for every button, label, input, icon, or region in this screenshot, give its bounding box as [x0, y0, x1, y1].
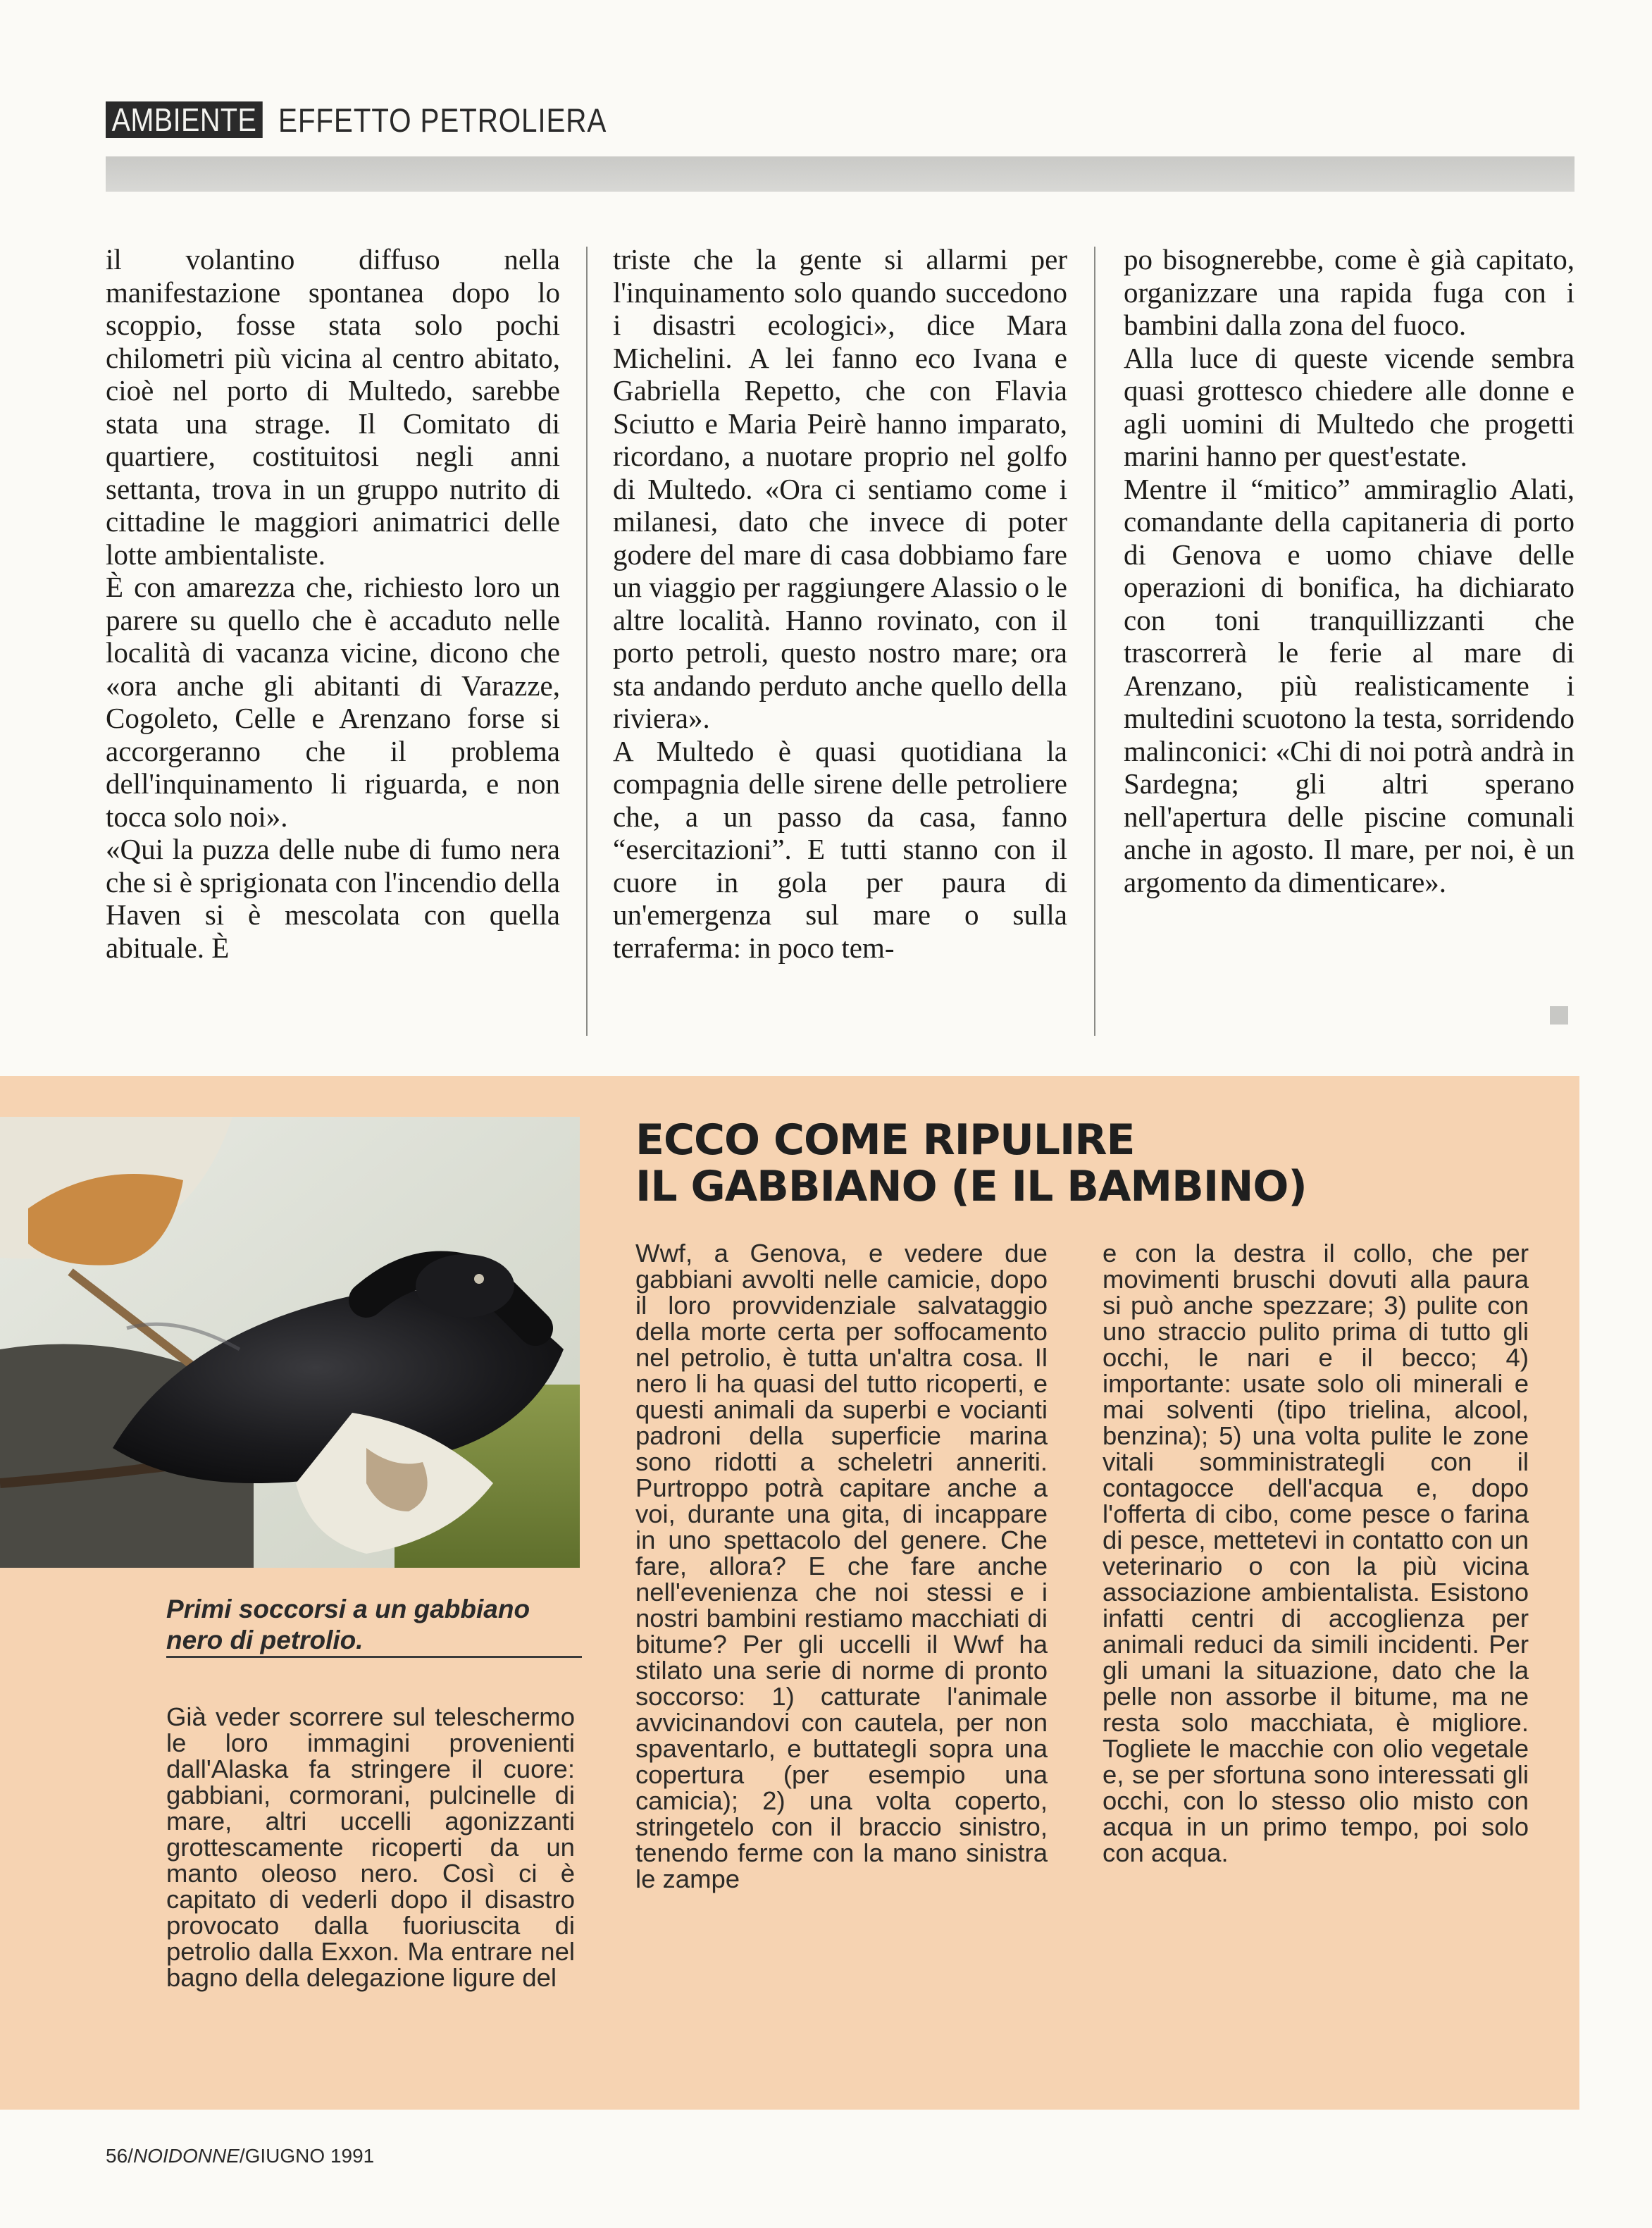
section-title: EFFETTO PETROLIERA [278, 101, 607, 139]
end-of-article-mark [1550, 1006, 1568, 1025]
article-paragraph: po bisognerebbe, come è già capitato, organizzare una rapida fuga con i bambini dalla zona del fuoco. [1124, 243, 1575, 341]
article-paragraph: A Multedo è quasi quotidiana la compagnia delle sirene delle petroliere che, a un passo da casa, fanno “esercitazioni”. E tutti stanno con il cuore in gola per paura di un'emergenza sul mare o sulla terraferma: in poco tem- [613, 734, 1067, 964]
article-paragraph: Mentre il “mitico” ammiraglio Alati, comandante della capitaneria di porto di Genova e uomo chiave delle operazioni di bonifica, ha dichiarato con toni tranquillizzanti che trascorrerà le ferie al mare di Arenzano, più realisticamente i multedini scuotono la testa, sorridendo malinconici: «Chi di noi potrà andrà in Sardegna; gli altri sperano nell'apertura delle piscine comunali anche in agosto. Il mare, per noi, è un argomento da dimenticare». [1124, 472, 1575, 898]
caption-underline [166, 1656, 582, 1658]
column-divider [586, 247, 588, 1036]
section-tag: AMBIENTE [106, 101, 263, 138]
magazine-name: NOIDONNE [132, 2145, 240, 2167]
sidebar-title-line-2: IL GABBIANO (E IL BAMBINO) [635, 1162, 1307, 1211]
article-paragraph: il volantino diffuso nella manifestazione spontanea dopo lo scoppio, fosse stata solo pochi chilometri più vicina al centro abitato, cioè nel porto di Multedo, sarebbe stata una strage. Il Comitato di quartiere, costituitosi negli anni settanta, trova in un gruppo nutrito di cittadine le maggiori animatrici delle lotte ambientaliste. [106, 243, 560, 571]
issue-date: /GIUGNO 1991 [239, 2145, 375, 2167]
article-column-2 [613, 243, 1067, 964]
article-paragraph: È con amarezza che, richiesto loro un parere su quello che è accaduto nelle località di vacanza vicine, dicono che «ora anche gli abitanti di Varazze, Cogoleto, Celle e Arenzano forse si accorgeranno che il problema dell'inquinamento li riguarda, e non tocca solo noi». [106, 571, 560, 833]
article-column-1 [106, 243, 560, 964]
sidebar-title [635, 1117, 1307, 1210]
section-header [106, 99, 660, 141]
page-footer [106, 2145, 374, 2167]
photo-caption: Primi soccorsi a un gabbiano nero di petrolio. [166, 1595, 530, 1654]
article-paragraph: triste che la gente si allarmi per l'inquinamento solo quando succedono i disastri ecologici», dice Mara Michelini. A lei fanno eco Ivana e Gabriella Repetto, che con Flavia Sciutto e Maria Peirè hanno imparato, ricordano, a nuotare proprio nel golfo di Multedo. «Ora ci sentiamo come i milanesi, dato che invece di poter godere del mare di casa dobbiamo fare un viaggio per raggiungere Alassio o le altre località. Hanno rovinato, con il porto petroli, questo nostro mare; ora sta andando perduto anche quello della riviera». [613, 243, 1067, 734]
photo-illustration [0, 1117, 580, 1568]
article-paragraph: Alla luce di queste vicende sembra quasi grottesco chiedere alle donne e agli uomini di Multedo che progetti marini hanno per quest'estate. [1124, 341, 1575, 472]
article-column-3 [1124, 243, 1575, 898]
sidebar-column-1: Già veder scorrere sul teleschermo le loro immagini provenienti dall'Alaska fa stringere il cuore: gabbiani, cormorani, pulcinelle di mare, altri uccelli agonizzanti grottescamente ricoperti da un manto oleoso nero. Così ci è capitato di vederli dopo il disastro provocato dalla fuoriuscita di petrolio dalla Exxon. Ma entrare nel bagno della delegazione ligure del [166, 1702, 575, 1992]
page-number: 56/ [106, 2145, 133, 2167]
sidebar-column-2: Wwf, a Genova, e vedere due gabbiani avvolti nelle camicie, dopo il loro provvidenziale salvataggio della morte certa per soffocamento nel petrolio, è tutta un'altra cosa. Il nero li ha quasi del tutto ricoperti, e questi animali da superbi e vocianti padroni della superficie marina sono ridotti a scheletri anneriti. Purtroppo potrà capitare anche a voi, durante una gita, di incappare in uno spettacolo del genere. Che fare, allora? E che fare anche nell'evenienza che noi stessi e i nostri bambini restiamo macchiati di bitume? Per gli uccelli il Wwf ha stilato una serie di norme di pronto soccorso: 1) catturate l'animale avvicinandovi con cautela, per non spaventarlo, e buttategli sopra una copertura (per esempio una camicia); 2) una volta coperto, stringetelo con il braccio sinistro, tenendo ferme con la mano sinistra le zampe [635, 1239, 1048, 1893]
oiled-seagull-photo [0, 1117, 580, 1568]
sidebar-column-3: e con la destra il collo, che per movimenti bruschi dovuti alla paura si può anche spezzare; 3) pulite con uno straccio pulito prima di tutto gli occhi, le nari e il becco; 4) importante: usate solo oli minerali e mai solventi (tipo trielina, alcool, benzina); 5) una volta pulite le zone vitali somministrategli con il contagocce dell'acqua e, dopo l'offerta di cibo, come pesce o farina di pesce, mettetevi in contatto con un veterinario o con la più vicina associazione ambientalista. Esistono infatti centri di accoglienza per animali reduci da simili incidenti. Per gli umani la situazione, dato che la pelle non assorbe il bitume, ma ne resta solo macchiata, è migliore. Togliete le macchie con olio vegetale e, se per sfortuna sono interessati gli occhi, con lo stesso olio misto con acqua in un primo tempo, poi solo con acqua. [1103, 1239, 1529, 1867]
article-paragraph: «Qui la puzza delle nube di fumo nera che si è sprigionata con l'incendio della Haven si è mescolata con quella abituale. È [106, 833, 560, 964]
column-divider [1094, 247, 1095, 1036]
header-band [106, 156, 1575, 192]
sidebar-title-line-1: ECCO COME RIPULIRE [635, 1115, 1135, 1165]
